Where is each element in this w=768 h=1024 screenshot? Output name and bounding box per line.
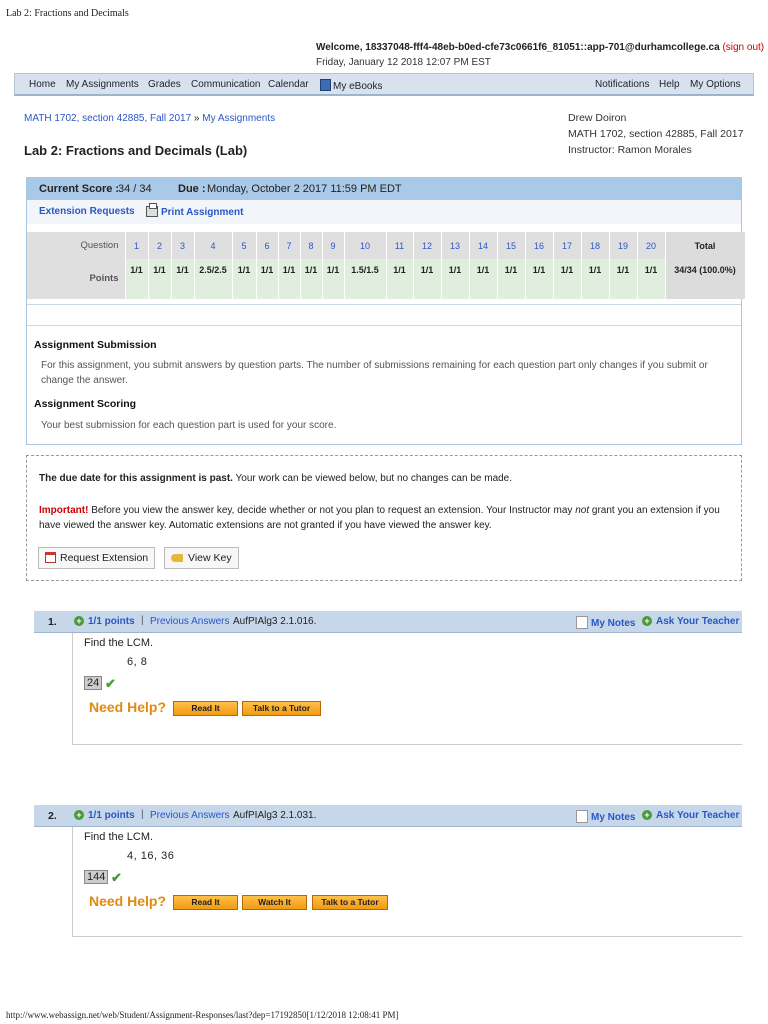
student-instructor: Instructor: Ramon Morales <box>568 144 692 156</box>
question-points-1: 1/1 <box>125 259 148 299</box>
question-link-20[interactable]: 20 <box>637 232 665 259</box>
score-panel <box>26 177 742 445</box>
talk-to-tutor-button[interactable]: Talk to a Tutor <box>312 895 388 910</box>
question-points-label: 1/1 points <box>88 810 135 821</box>
my-notes-label: My Notes <box>591 618 636 629</box>
ebook-icon <box>320 79 331 91</box>
submission-text: For this assignment, you submit answers by question parts. The number of submissions remaining for each question part only changes if you submit or change the answer. <box>41 360 708 386</box>
note-icon <box>576 810 588 823</box>
question-points-15: 1/1 <box>497 259 525 299</box>
total-header: Total <box>665 232 745 259</box>
question-link-17[interactable]: 17 <box>553 232 581 259</box>
footer-url: http://www.webassign.net/web/Student/Assignment-Responses/last?dep=17192850[1/12/2018 12:08:41 PM] <box>6 1010 399 1020</box>
question-numbers: 6, 8 <box>127 656 148 668</box>
question-link-1[interactable]: 1 <box>125 232 148 259</box>
question-number: 2. <box>48 810 57 822</box>
question-link-11[interactable]: 11 <box>386 232 413 259</box>
nav-calendar[interactable]: Calendar <box>268 79 309 90</box>
breadcrumb-separator: » <box>193 113 200 124</box>
nav-my-ebooks-label: My eBooks <box>333 81 383 92</box>
due-notice-panel <box>26 455 742 581</box>
my-notes-link[interactable] <box>576 616 635 629</box>
request-extension-label: Request Extension <box>60 552 149 564</box>
watch-it-button[interactable]: Watch It <box>242 895 307 910</box>
question-prompt: Find the LCM. <box>84 831 154 843</box>
due-notice <box>39 473 512 484</box>
due-value: Monday, October 2 2017 11:59 PM EDT <box>207 183 402 195</box>
view-key-button[interactable] <box>164 547 239 569</box>
warning-text-b: grant you an extension if you have viewed the answer key. Automatic extensions are not granted if you have viewed the answer key. <box>39 505 720 531</box>
due-label: Due : <box>178 183 206 195</box>
ask-teacher-label: Ask Your Teacher <box>656 616 740 627</box>
question-code: AufPIAlg3 2.1.016. <box>233 616 317 627</box>
warning-text-a: Before you view the answer key, decide whether or not you plan to request an extension. Your Instructor may <box>91 505 573 516</box>
student-info <box>568 110 744 158</box>
request-extension-button[interactable] <box>38 547 155 569</box>
previous-answers-link[interactable]: Previous Answers <box>150 616 230 627</box>
print-assignment-link[interactable] <box>146 206 243 218</box>
nav-my-assignments[interactable]: My Assignments <box>66 79 139 90</box>
main-nav <box>14 73 754 96</box>
due-notice-rest: Your work can be viewed below, but no changes can be made. <box>235 473 513 484</box>
question-link-16[interactable]: 16 <box>525 232 553 259</box>
current-datetime: Friday, January 12 2018 12:07 PM EST <box>316 57 491 68</box>
question-points-4: 2.5/2.5 <box>194 259 232 299</box>
question-points-2: 1/1 <box>148 259 171 299</box>
nav-my-ebooks[interactable] <box>320 79 382 92</box>
question-points[interactable] <box>74 810 135 821</box>
question-row <box>27 232 745 259</box>
question-points-14: 1/1 <box>469 259 497 299</box>
question-points-6: 1/1 <box>256 259 278 299</box>
grid-divider <box>27 304 741 326</box>
question-link-19[interactable]: 19 <box>609 232 637 259</box>
question-points-9: 1/1 <box>322 259 344 299</box>
important-label: Important! <box>39 505 89 516</box>
plus-icon: + <box>642 616 652 626</box>
page-title: Lab 2: Fractions and Decimals (Lab) <box>24 143 248 158</box>
nav-home[interactable]: Home <box>29 79 56 90</box>
breadcrumb-my-assignments[interactable]: My Assignments <box>202 113 276 124</box>
question-link-15[interactable]: 15 <box>497 232 525 259</box>
points-header-label: Points <box>27 259 125 299</box>
warning-text-not: not <box>575 505 590 516</box>
question-header <box>34 611 742 633</box>
question-link-8[interactable]: 8 <box>300 232 322 259</box>
question-header-label: Question <box>27 232 125 259</box>
due-notice-bold: The due date for this assignment is past. <box>39 473 233 484</box>
scoring-heading: Assignment Scoring <box>34 398 137 410</box>
answer-box: 24 <box>84 676 102 690</box>
question-points-label: 1/1 points <box>88 616 135 627</box>
question-body <box>72 827 742 937</box>
question-points-12: 1/1 <box>413 259 441 299</box>
view-key-label: View Key <box>188 552 232 564</box>
correct-check-icon: ✔ <box>111 870 122 885</box>
previous-answers-link[interactable]: Previous Answers <box>150 810 230 821</box>
question-points-13: 1/1 <box>441 259 469 299</box>
my-notes-label: My Notes <box>591 812 636 823</box>
need-help-label: Need Help? <box>89 893 167 909</box>
question-points[interactable] <box>74 616 135 627</box>
question-link-7[interactable]: 7 <box>278 232 300 259</box>
calendar-icon <box>45 552 56 563</box>
assignment-actions <box>27 200 741 224</box>
question-points-7: 1/1 <box>278 259 300 299</box>
read-it-button[interactable]: Read It <box>173 701 238 716</box>
ask-teacher-link[interactable] <box>642 810 739 821</box>
question-body <box>72 633 742 745</box>
question-link-18[interactable]: 18 <box>581 232 609 259</box>
print-page-title: Lab 2: Fractions and Decimals <box>6 8 129 19</box>
question-link-9[interactable]: 9 <box>322 232 344 259</box>
question-numbers: 4, 16, 36 <box>127 850 175 862</box>
welcome-user: Welcome, 18337048-fff4-48eb-b0ed-cfe73c0661f6_81051::app-701@durhamcollege.ca <box>316 42 720 53</box>
question-link-12[interactable]: 12 <box>413 232 441 259</box>
student-name: Drew Doiron <box>568 112 627 124</box>
talk-to-tutor-button[interactable]: Talk to a Tutor <box>242 701 321 716</box>
current-score-label: Current Score : <box>39 183 120 195</box>
correct-check-icon: ✔ <box>105 676 116 691</box>
read-it-button[interactable]: Read It <box>173 895 238 910</box>
question-prompt: Find the LCM. <box>84 637 154 649</box>
sign-out-link[interactable]: (sign out) <box>722 42 765 53</box>
note-icon <box>576 616 588 629</box>
breadcrumb-course[interactable]: MATH 1702, section 42885, Fall 2017 <box>24 113 192 124</box>
submission-heading: Assignment Submission <box>34 339 157 351</box>
question-points-3: 1/1 <box>171 259 194 299</box>
answer-box: 144 <box>84 870 108 884</box>
question-link-14[interactable]: 14 <box>469 232 497 259</box>
question-link-5[interactable]: 5 <box>232 232 256 259</box>
question-points-18: 1/1 <box>581 259 609 299</box>
question-points-10: 1.5/1.5 <box>344 259 386 299</box>
question-points-17: 1/1 <box>553 259 581 299</box>
header-separator: | <box>141 809 144 820</box>
ask-teacher-link[interactable] <box>642 616 739 627</box>
need-help-label: Need Help? <box>89 699 167 715</box>
points-row <box>27 259 745 299</box>
question-link-10[interactable]: 10 <box>344 232 386 259</box>
nav-help[interactable]: Help <box>659 79 680 90</box>
student-course: MATH 1702, section 42885, Fall 2017 <box>568 128 744 140</box>
question-grid <box>27 232 746 299</box>
extension-requests-link[interactable]: Extension Requests <box>39 206 135 217</box>
plus-icon: + <box>642 810 652 820</box>
question-points-20: 1/1 <box>637 259 665 299</box>
welcome-message <box>316 42 764 53</box>
printer-icon <box>146 206 158 217</box>
scoring-text: Your best submission for each question part is used for your score. <box>41 420 337 431</box>
nav-grades[interactable]: Grades <box>148 79 181 90</box>
question-link-4[interactable]: 4 <box>194 232 232 259</box>
ask-teacher-label: Ask Your Teacher <box>656 810 740 821</box>
question-link-6[interactable]: 6 <box>256 232 278 259</box>
nav-notifications[interactable]: Notifications <box>595 79 650 90</box>
question-link-2[interactable]: 2 <box>148 232 171 259</box>
question-points-19: 1/1 <box>609 259 637 299</box>
question-number: 1. <box>48 616 57 628</box>
nav-communication[interactable]: Communication <box>191 79 261 90</box>
question-points-8: 1/1 <box>300 259 322 299</box>
question-points-11: 1/1 <box>386 259 413 299</box>
expand-plus-icon: + <box>74 616 84 626</box>
answer-key-warning <box>39 503 731 533</box>
question-link-13[interactable]: 13 <box>441 232 469 259</box>
expand-plus-icon: + <box>74 810 84 820</box>
question-code: AufPIAlg3 2.1.031. <box>233 810 317 821</box>
current-score-value: 34 / 34 <box>118 183 152 195</box>
my-notes-link[interactable] <box>576 810 635 823</box>
question-header <box>34 805 742 827</box>
score-bar <box>27 178 741 200</box>
total-score: 34/34 (100.0%) <box>665 259 745 299</box>
breadcrumb <box>24 113 275 124</box>
key-icon <box>171 554 183 562</box>
header-separator: | <box>141 615 144 626</box>
print-assignment-label: Print Assignment <box>161 207 244 218</box>
question-points-5: 1/1 <box>232 259 256 299</box>
question-points-16: 1/1 <box>525 259 553 299</box>
question-link-3[interactable]: 3 <box>171 232 194 259</box>
nav-my-options[interactable]: My Options <box>690 79 741 90</box>
